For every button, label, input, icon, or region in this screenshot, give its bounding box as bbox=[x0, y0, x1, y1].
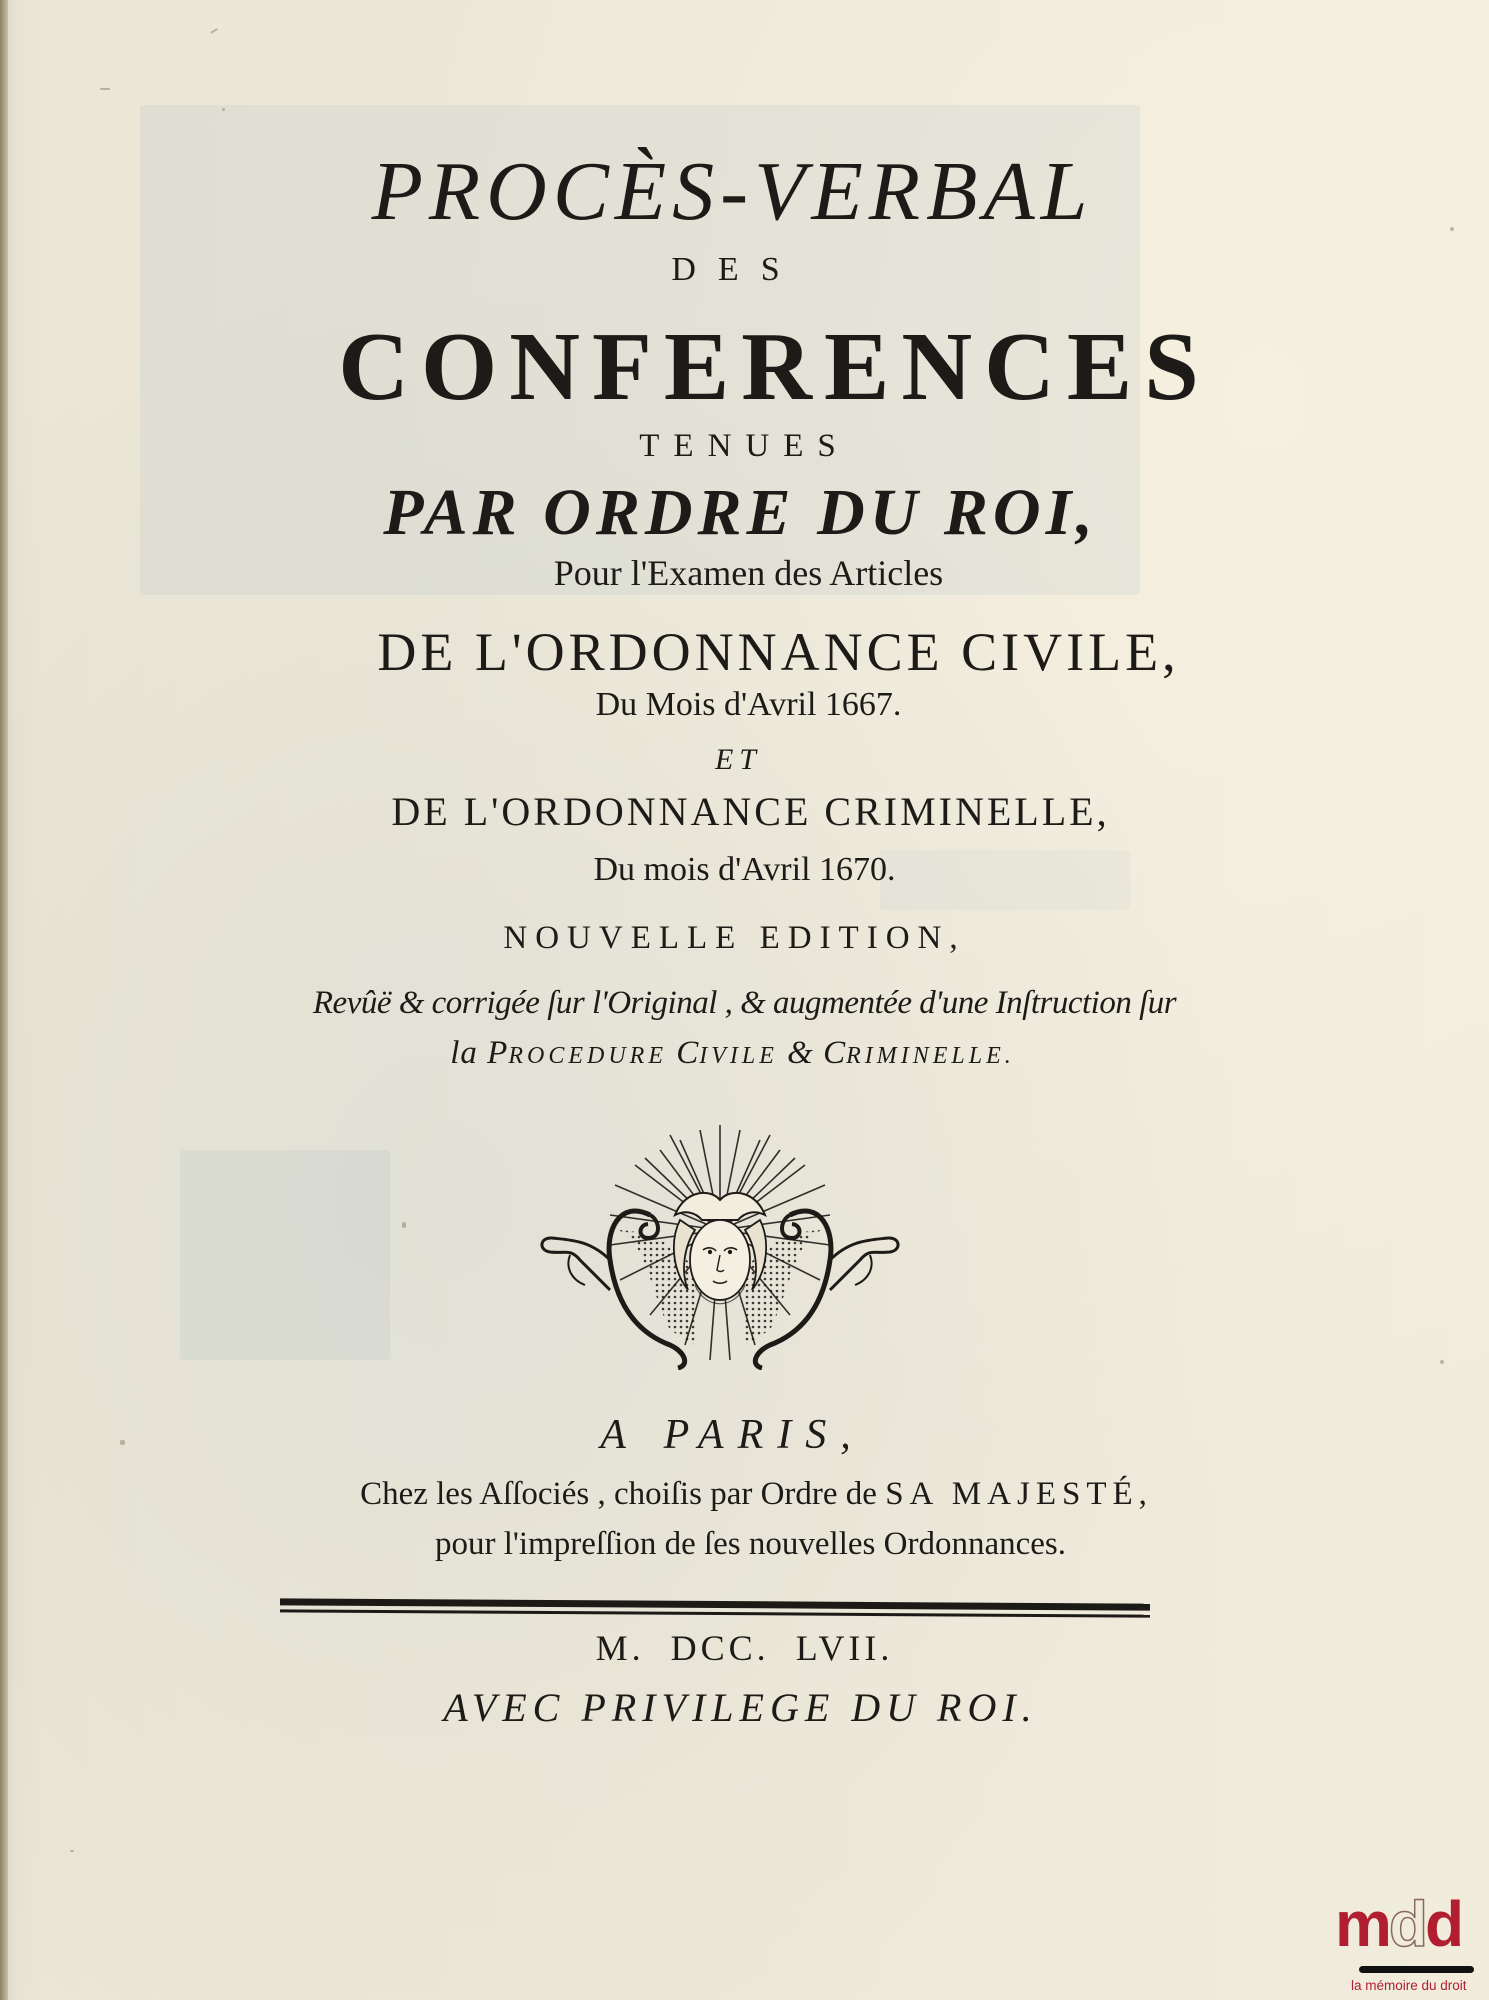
logo-bar bbox=[1359, 1966, 1474, 1973]
procedure-p-cap: P bbox=[487, 1035, 509, 1071]
imprint-publisher-text: Chez les Aſſociés , choiſis par Ordre de bbox=[360, 1476, 886, 1512]
title-proces-verbal: PROCÈS-VERBAL bbox=[371, 145, 1094, 238]
mdd-logo bbox=[1325, 1888, 1485, 1993]
procedure-cr-rest: RIMINELLE. bbox=[846, 1043, 1015, 1069]
civile-date: Du Mois d'Avril 1667. bbox=[595, 686, 902, 723]
revision-statement: Revûë & corrigée ſur l'Original , & augmentée d'une Inſtruction ſur bbox=[312, 985, 1177, 1021]
conjunction-et: ET bbox=[714, 743, 762, 776]
title-par-ordre-du-roi: PAR ORDRE DU ROI, bbox=[383, 476, 1098, 549]
criminelle-date: Du mois d'Avril 1670. bbox=[593, 851, 896, 888]
show-through-block bbox=[180, 1150, 390, 1360]
paper-fleck bbox=[1440, 1360, 1444, 1364]
logo-letter-d-outline: d bbox=[1388, 1888, 1425, 1960]
paper-fleck bbox=[402, 1222, 406, 1228]
double-rule-thick bbox=[280, 1598, 1150, 1610]
procedure-amp: & bbox=[777, 1035, 824, 1071]
year-m: M. bbox=[595, 1628, 645, 1668]
procedure-cr-cap: C bbox=[823, 1035, 847, 1071]
procedure-statement bbox=[0, 1037, 1477, 1070]
logo-letter-m: m bbox=[1335, 1888, 1389, 1960]
year-dcc: DCC. bbox=[670, 1628, 770, 1668]
sun-face-vignette-icon bbox=[510, 1120, 930, 1370]
paper-fleck bbox=[70, 1850, 74, 1852]
ordonnance-civile: DE L'ORDONNANCE CIVILE, bbox=[377, 622, 1180, 682]
logo-letter-d: d bbox=[1425, 1888, 1462, 1960]
title-conferences: CONFERENCES bbox=[338, 313, 1211, 421]
imprint-purpose: pour l'impreſſion de ſes nouvelles Ordonnances. bbox=[435, 1526, 1066, 1562]
paper-fleck bbox=[222, 108, 225, 111]
edition-statement: NOUVELLE EDITION, bbox=[503, 920, 966, 956]
ordonnance-criminelle: DE L'ORDONNANCE CRIMINELLE, bbox=[391, 789, 1110, 834]
procedure-c-rest: IVILE bbox=[699, 1043, 778, 1069]
publication-year bbox=[0, 1630, 1489, 1666]
procedure-c-cap: C bbox=[666, 1035, 700, 1071]
logo-tagline: la mémoire du droit bbox=[1351, 1978, 1467, 1993]
imprint-majeste: SA MAJESTÉ, bbox=[885, 1476, 1153, 1512]
paper-fleck bbox=[100, 88, 110, 90]
procedure-p-rest: ROCEDURE bbox=[508, 1043, 667, 1069]
mdd-logo-mark bbox=[1335, 1888, 1462, 1960]
title-tenues: TENUES bbox=[639, 428, 850, 464]
imprint-publisher bbox=[12, 1478, 1489, 1511]
double-rule-thin bbox=[280, 1609, 1150, 1617]
title-des: DES bbox=[671, 251, 802, 288]
procedure-prefix: la bbox=[450, 1035, 488, 1071]
imprint-place: A PARIS, bbox=[600, 1412, 865, 1458]
privilege-statement: AVEC PRIVILEGE DU ROI. bbox=[443, 1685, 1038, 1730]
paper-fleck bbox=[210, 28, 218, 34]
subtitle-examen: Pour l'Examen des Articles bbox=[553, 553, 944, 593]
year-lvii: LVII. bbox=[795, 1628, 894, 1668]
